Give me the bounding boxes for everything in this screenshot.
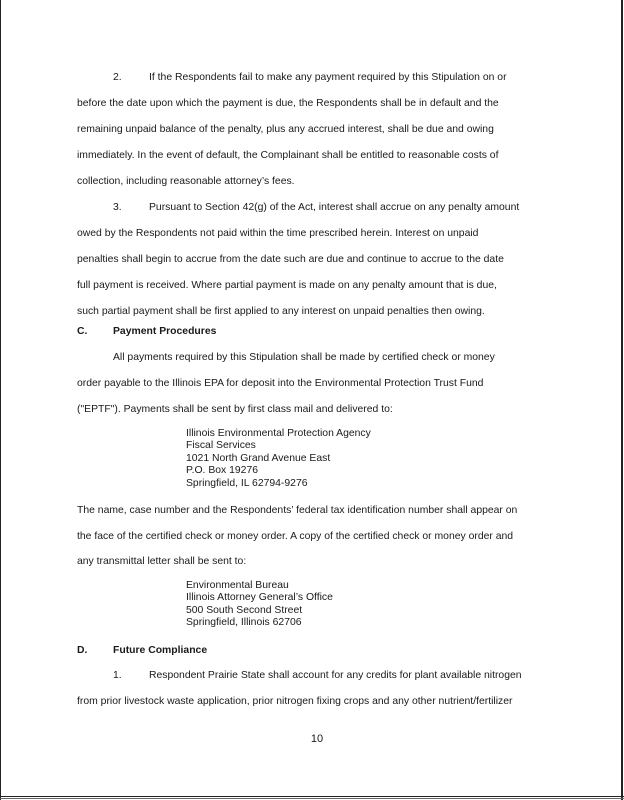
paragraph-3-number: 3.: [113, 202, 122, 213]
section-d-title: Future Compliance: [113, 645, 208, 656]
address-line: Illinois Attorney General’s Office: [186, 592, 333, 604]
scan-edge-bottom-secondary: [0, 798, 624, 799]
paragraph-3-line: Pursuant to Section 42(g) of the Act, interest shall accrue on any penalty amount: [149, 202, 520, 213]
address-line: Environmental Bureau: [186, 580, 289, 591]
section-c-intro-line: order payable to the Illinois EPA for deposit into the Environmental Protection Trust Fund: [77, 378, 484, 389]
paragraph-2-number: 2.: [113, 72, 122, 83]
section-c-letter: C.: [77, 326, 88, 337]
address-line: Springfield, IL 62794-9276: [186, 477, 308, 489]
address-line: Illinois Environmental Protection Agency: [186, 428, 371, 439]
payment-address-block: [186, 428, 371, 490]
paragraph-3-line: such partial payment shall be first applied to any interest on unpaid penalties then owing.: [77, 306, 485, 317]
paragraph-2-line: immediately. In the event of default, the Complainant shall be entitled to reasonable costs of: [77, 150, 499, 161]
section-d-line: from prior livestock waste application, prior nitrogen fixing crops and any other nutrient/fertilizer: [77, 696, 513, 707]
address-line: Fiscal Services: [186, 440, 256, 452]
address-line: 1021 North Grand Avenue East: [186, 452, 331, 464]
section-c-after-line: the face of the certified check or money order. A copy of the certified check or money order and: [77, 531, 514, 542]
paragraph-2-line: collection, including reasonable attorney’s fees.: [77, 176, 295, 187]
scan-edge-left: [0, 0, 1, 800]
address-line: P.O. Box 19276: [186, 465, 259, 477]
copy-address-block: [186, 580, 333, 630]
section-d-letter: D.: [77, 645, 88, 656]
section-d-item-number: 1.: [113, 670, 122, 681]
section-c-after-line: The name, case number and the Respondents’ federal tax identification number shall appear on: [77, 505, 518, 516]
paragraph-2-line: If the Respondents fail to make any payment required by this Stipulation on or: [149, 72, 507, 83]
scan-edge-bottom: [0, 796, 624, 797]
section-c-after-line: any transmittal letter shall be sent to:: [77, 556, 247, 567]
section-c-intro-line: All payments required by this Stipulation shall be made by certified check or money: [113, 352, 495, 363]
section-c-title: Payment Procedures: [113, 326, 217, 337]
section-c-intro-line: ("EPTF"). Payments shall be sent by first class mail and delivered to:: [77, 404, 393, 415]
paragraph-2-line: before the date upon which the payment is due, the Respondents shall be in default and the: [77, 98, 499, 109]
paragraph-3-line: full payment is received. Where partial payment is made on any penalty amount that is due,: [77, 280, 497, 291]
address-line: Springfield, Illinois 62706: [186, 617, 302, 629]
scan-edge-right: [621, 0, 623, 800]
paragraph-3-line: owed by the Respondents not paid within the time prescribed herein. Interest on unpaid: [77, 228, 479, 239]
paragraph-3-line: penalties shall begin to accrue from the date such are due and continue to accrue to the date: [77, 254, 504, 265]
page-number: 10: [310, 733, 324, 745]
section-d-line: Respondent Prairie State shall account for any credits for plant available nitrogen: [149, 670, 522, 681]
paragraph-2-line: remaining unpaid balance of the penalty, plus any accrued interest, shall be due and owing: [77, 124, 494, 135]
address-line: 500 South Second Street: [186, 604, 303, 616]
